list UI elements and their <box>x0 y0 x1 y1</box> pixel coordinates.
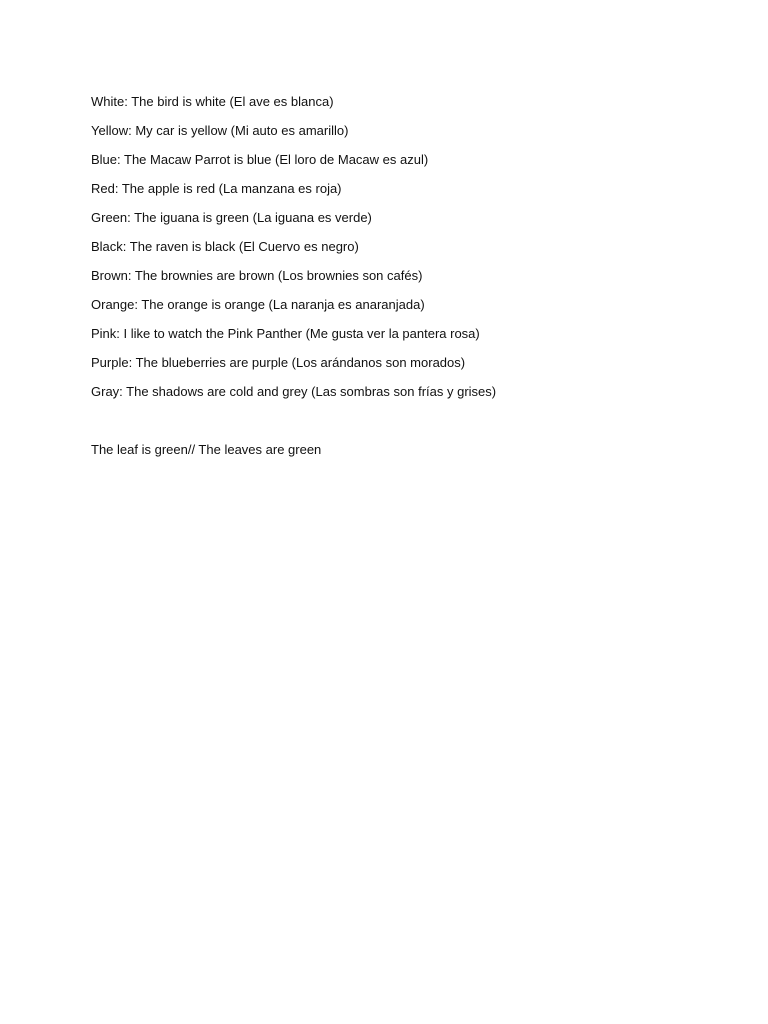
color-line-orange: Orange: The orange is orange (La naranja es anaranjada) <box>91 297 425 312</box>
color-line-pink: Pink: I like to watch the Pink Panther (Me gusta ver la pantera rosa) <box>91 326 480 341</box>
color-line-blue: Blue: The Macaw Parrot is blue (El loro de Macaw es azul) <box>91 152 429 167</box>
color-line-yellow: Yellow: My car is yellow (Mi auto es amarillo) <box>91 123 349 138</box>
color-line-red: Red: The apple is red (La manzana es roja) <box>91 181 342 196</box>
paragraph-spacer <box>91 411 711 440</box>
document-content <box>91 92 711 469</box>
color-line-green: Green: The iguana is green (La iguana es verde) <box>91 210 372 225</box>
color-line-black: Black: The raven is black (El Cuervo es negro) <box>91 239 359 254</box>
color-line-purple: Purple: The blueberries are purple (Los arándanos son morados) <box>91 355 466 370</box>
leaf-note-line: The leaf is green// The leaves are green <box>91 442 322 457</box>
color-line-gray: Gray: The shadows are cold and grey (Las sombras son frías y grises) <box>91 384 497 399</box>
color-line-brown: Brown: The brownies are brown (Los brownies son cafés) <box>91 268 423 283</box>
color-line-white: White: The bird is white (El ave es blanca) <box>91 94 334 109</box>
